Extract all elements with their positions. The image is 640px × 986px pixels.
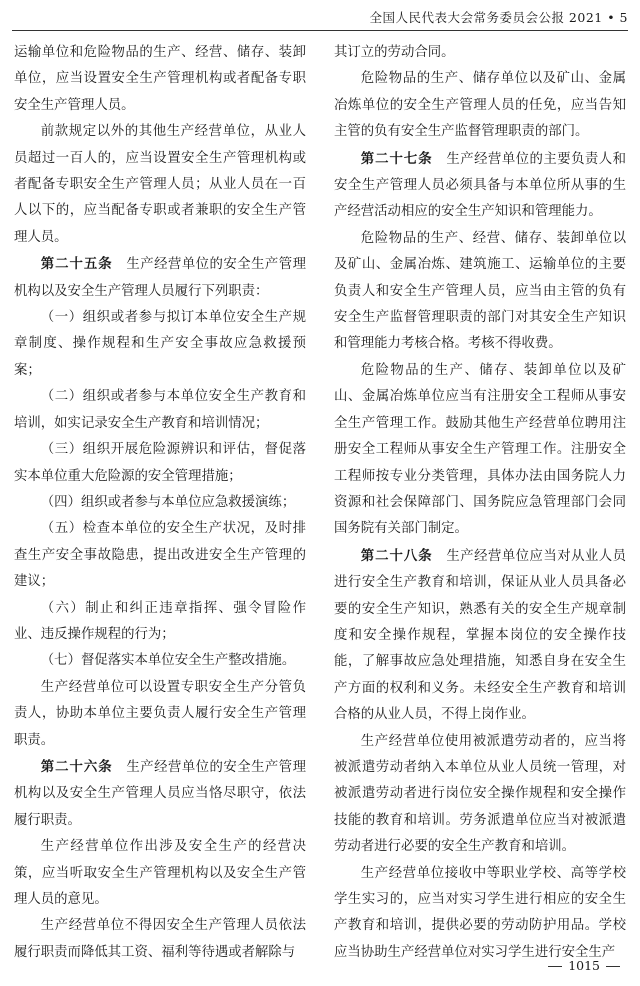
paragraph xyxy=(14,648,306,674)
paragraph xyxy=(334,40,626,66)
article-number: 第二十六条 xyxy=(40,758,113,775)
page-header xyxy=(0,0,640,34)
paragraph-text: 生产经营单位的安全生产管理机构以及安全生产管理人员履行下列职责： xyxy=(14,257,307,299)
paragraph-text: （四）组织或者参与本单位应急救援演练； xyxy=(40,494,296,510)
header-rule xyxy=(12,30,628,31)
paragraph-text: （二）组织或者参与本单位安全生产教育和培训，如实记录安全生产教育和培训情况； xyxy=(14,389,306,431)
paragraph-text: 运输单位和危险物品的生产、经营、储存、装卸单位，应当设置安全生产管理机构或者配备专职安全生产管理人员。 xyxy=(14,45,306,113)
paragraph xyxy=(14,675,306,754)
article-number: 第二十七条 xyxy=(360,150,433,167)
paragraph xyxy=(14,834,306,913)
footer-dash-left xyxy=(548,966,562,967)
paragraph xyxy=(14,119,306,251)
paragraph xyxy=(14,490,306,516)
paragraph-text: 危险物品的生产、储存单位以及矿山、金属冶炼单位的安全生产管理人员的任免，应当告知主管的负有安全生产监督管理职责的部门。 xyxy=(334,71,626,140)
paragraph xyxy=(14,251,306,305)
paragraph-text: （六）制止和纠正违章指挥、强令冒险作业、违反操作规程的行为； xyxy=(14,600,306,642)
paragraph xyxy=(14,305,306,384)
paragraph xyxy=(14,384,306,437)
page-number: 1015 xyxy=(568,958,600,973)
paragraph xyxy=(14,40,306,119)
left-column xyxy=(14,40,306,966)
article-number: 第二十八条 xyxy=(360,547,433,564)
paragraph-text: （三）组织开展危险源辨识和评估，督促落实本单位重大危险源的安全管理措施； xyxy=(14,442,306,484)
paragraph xyxy=(14,913,306,966)
paragraph-text: 生产经营单位的安全生产管理机构以及安全生产管理人员应当恪尽职守，依法履行职责。 xyxy=(14,759,307,828)
paragraph-text: 前款规定以外的其他生产经营单位，从业人员超过一百人的，应当设置安全生产管理机构或者配备专职安全生产管理人员；从业人员在一百人以下的，应当配备专职或者兼职的安全生产管理人员。 xyxy=(14,124,306,245)
paragraph xyxy=(334,358,626,543)
paragraph-text: 危险物品的生产、经营、储存、装卸单位以及矿山、金属冶炼、建筑施工、运输单位的主要负责人和安全生产管理人员，应当由主管的负有安全生产监督管理职责的部门对其安全生产知识和管理能力考核合格。考核不得收费。 xyxy=(334,230,626,352)
paragraph xyxy=(334,66,626,145)
paragraph-text: （七）督促落实本单位安全生产整改措施。 xyxy=(40,653,296,669)
paragraph xyxy=(334,729,626,861)
paragraph-text: 生产经营单位应当对从业人员进行安全生产教育和培训，保证从业人员具备必要的安全生产知识，熟悉有关的安全生产规章制度和安全操作规程，掌握本岗位的安全操作技能，了解事故应急处理措施，知悉自身在安全生产方面的权利和义务。未经安全生产教育和培训合格的从业人员，不得上岗作业。 xyxy=(334,548,627,723)
paragraph xyxy=(14,516,306,595)
paragraph xyxy=(334,226,626,358)
paragraph-text: 其订立的劳动合同。 xyxy=(334,45,455,60)
paragraph-text: （一）组织或者参与拟订本单位安全生产规章制度、操作规程和生产安全事故应急救援预案； xyxy=(14,310,306,378)
journal-title: 全国人民代表大会常务委员会公报 2021 • 5 xyxy=(369,10,628,25)
paragraph xyxy=(14,437,306,490)
paragraph-text: 生产经营单位的主要负责人和安全生产管理人员必须具备与本单位所从事的生产经营活动相应的安全生产知识和管理能力。 xyxy=(334,151,627,220)
paragraph-text: （五）检查本单位的安全生产状况，及时排查生产安全事故隐患，提出改进安全生产管理的建议； xyxy=(14,521,306,590)
paragraph-text: 生产经营单位作出涉及安全生产的经营决策，应当听取安全生产管理机构以及安全生产管理人员的意见。 xyxy=(14,839,306,907)
paragraph-text: 生产经营单位可以设置专职安全生产分管负责人，协助本单位主要负责人履行安全生产管理职责。 xyxy=(14,679,306,748)
article-number: 第二十五条 xyxy=(40,256,113,273)
page-footer xyxy=(542,958,626,973)
paragraph xyxy=(14,596,306,649)
paragraph xyxy=(334,146,626,226)
paragraph xyxy=(334,861,626,967)
right-column xyxy=(334,40,626,966)
paragraph-text: 生产经营单位不得因安全生产管理人员依法履行职责而降低其工资、福利等待遇或者解除与 xyxy=(14,918,306,960)
footer-dash-right xyxy=(606,966,620,967)
paragraph-text: 生产经营单位接收中等职业学校、高等学校学生实习的，应当对实习学生进行相应的安全生产教育和培训，提供必要的劳动防护用品。学校应当协助生产经营单位对实习学生进行安全生产 xyxy=(334,865,626,960)
paragraph-text: 生产经营单位使用被派遣劳动者的，应当将被派遣劳动者纳入本单位从业人员统一管理，对被派遣劳动者进行岗位安全操作规程和安全操作技能的教育和培训。劳务派遣单位应当对被派遣劳动者进行必要的安全生产教育和培训。 xyxy=(334,733,626,855)
paragraph xyxy=(14,754,306,834)
paragraph-text: 危险物品的生产、储存、装卸单位以及矿山、金属冶炼单位应当有注册安全工程师从事安全生产管理工作。鼓励其他生产经营单位聘用注册安全工程师从事安全生产管理工作。注册安全工程师按专业分类管理，具体办法由国务院人力资源和社会保障部门、国务院应急管理部门会同国务院有关部门制定。 xyxy=(334,362,626,537)
paragraph xyxy=(334,543,626,729)
